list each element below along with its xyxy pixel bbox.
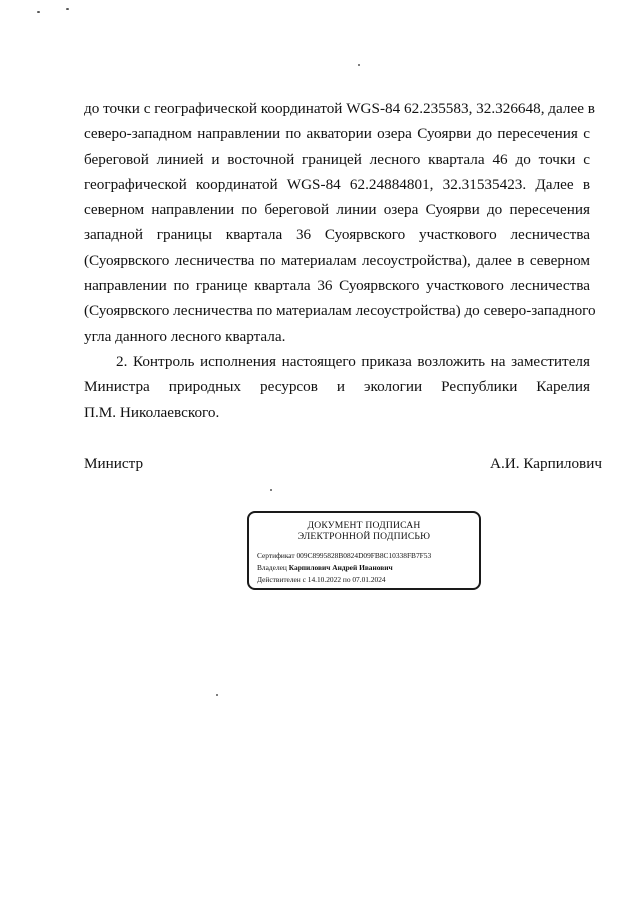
electronic-signature-stamp — [247, 511, 481, 590]
signer-position: Министр — [84, 455, 144, 472]
text-line: (Суоярвского лесничества по материалам лесоустройства), далее в северном — [84, 251, 590, 269]
signature-block — [84, 455, 602, 473]
stamp-validity-value: с 14.10.2022 по 07.01.2024 — [302, 575, 386, 584]
scan-speck — [37, 11, 40, 13]
stamp-certificate-value: 009C8995828B0824D09FB8C10338FB7F53 — [296, 551, 432, 560]
text-line: Министра природных ресурсов и экологии Республики Карелия — [84, 378, 590, 396]
stamp-title-line: ЭЛЕКТРОННОЙ ПОДПИСЬЮ — [297, 531, 431, 542]
stamp-certificate — [257, 551, 431, 560]
text-line: северо-западном направлении по акватории озера Суоярви до пересечения с — [84, 125, 590, 143]
text-line: угла данного лесного квартала. — [84, 327, 286, 345]
text-line: до точки с географической координатой WGS-84 62.235583, 32.326648, далее в — [84, 100, 595, 117]
paragraph-route-description — [84, 96, 596, 349]
stamp-owner-value: Карпилович Андрей Иванович — [288, 563, 393, 572]
stamp-title — [249, 520, 479, 542]
document-body — [84, 96, 596, 425]
text-line: П.М. Николаевского. — [84, 403, 220, 421]
paragraph-control-clause — [84, 349, 590, 425]
text-line: направлении по границе квартала 36 Суоярвского участкового лесничества — [84, 277, 590, 295]
text-line: 2. Контроль исполнения настоящего приказа возложить на заместителя — [116, 352, 590, 370]
text-line: северном направлении по береговой линии озера Суоярви до пересечения — [84, 201, 590, 219]
stamp-owner — [257, 563, 393, 572]
stamp-title-line: ДОКУМЕНТ ПОДПИСАН — [307, 520, 421, 531]
text-line: береговой линией и восточной границей лесного квартала 46 до точки с — [84, 150, 590, 168]
text-line: географической координатой WGS-84 62.24884801, 32.31535423. Далее в — [84, 175, 590, 193]
stamp-owner-label: Владелец — [257, 563, 287, 572]
scan-speck — [66, 8, 69, 10]
signer-name: А.И. Карпилович — [490, 455, 602, 472]
scan-speck — [358, 64, 360, 66]
text-line: (Суоярвского лесничества по материалам лесоустройства) до северо-западного — [84, 302, 596, 320]
stamp-certificate-label: Сертификат — [257, 551, 295, 560]
stamp-validity-label: Действителен — [257, 575, 301, 584]
scan-speck — [270, 489, 272, 491]
stamp-validity — [257, 575, 386, 584]
text-line: западной границы квартала 36 Суоярвского участкового лесничества — [84, 226, 590, 244]
scan-speck — [216, 694, 218, 696]
